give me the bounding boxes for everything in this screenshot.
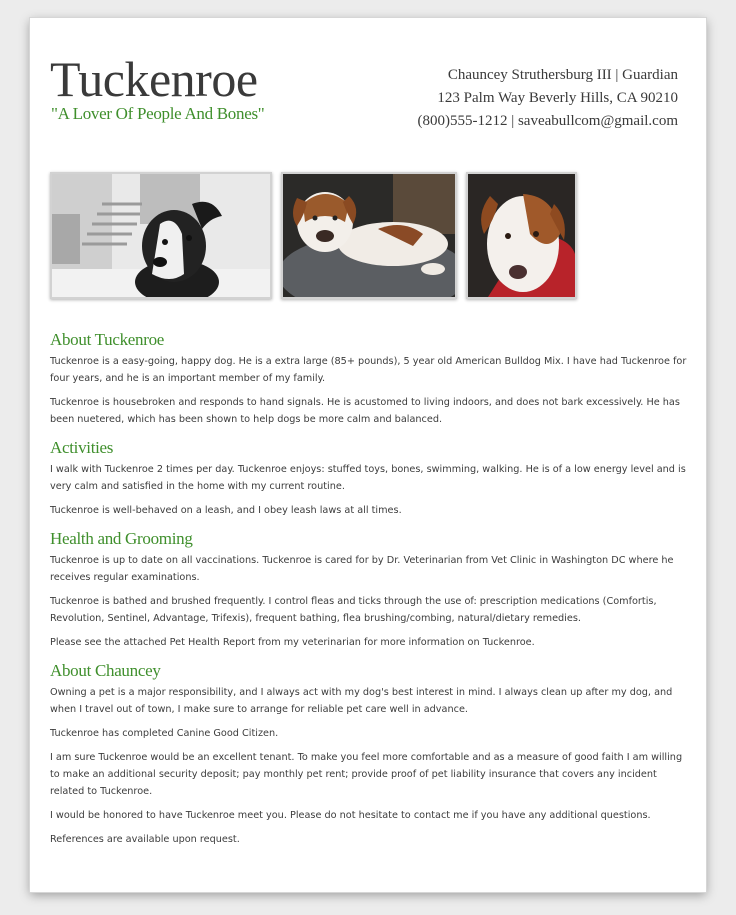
section-health-grooming (50, 529, 690, 651)
section-activities (50, 438, 690, 519)
tagline: "A Lover Of People And Bones" (51, 104, 265, 123)
paragraph: Tuckenroe is housebroken and responds to hand signals. He is acustomed to living indoors, and does not bark excessively. He has been nuetered, which has been shown to help dogs be more calm and balanced. (50, 397, 680, 425)
dog-photo-3 (466, 172, 577, 299)
section-about-guardian (50, 661, 690, 848)
contact-block (417, 64, 678, 133)
section-heading: About Chauncey (50, 661, 161, 680)
paragraph: Tuckenroe is a easy-going, happy dog. He is a extra large (85+ pounds), 5 year old American Bulldog Mix. I have had Tuckenroe for four years, and he is an important member of my family. (50, 356, 687, 384)
resume-content (50, 330, 690, 858)
section-heading: About Tuckenroe (50, 330, 165, 349)
paragraph: Please see the attached Pet Health Report from my veterinarian for more information on Tuckenroe. (50, 637, 535, 648)
resume-page (30, 18, 706, 892)
dog-photo-2 (281, 172, 457, 299)
guardian-name: Chauncey Struthersburg III | Guardian (447, 67, 678, 83)
address: 123 Palm Way Beverly Hills, CA 90210 (437, 90, 678, 106)
paragraph: I would be honored to have Tuckenroe meet you. Please do not hesitate to contact me if you have any additional questions. (50, 810, 651, 821)
section-heading: Health and Grooming (50, 529, 193, 548)
paragraph: Tuckenroe is up to date on all vaccinations. Tuckenroe is cared for by Dr. Veterinarian from Vet Clinic in Washington DC where he receives regular examinations. (50, 555, 674, 583)
paragraph: Tuckenroe is bathed and brushed frequently. I control fleas and ticks through the use of: prescription medications (Comfortis, Revolution, Sentinel, Advantage, Trifexis), frequent bathing, flea brushing/combing, natural/dietary remedies. (50, 596, 657, 624)
paragraph: Tuckenroe has completed Canine Good Citizen. (50, 728, 279, 739)
section-heading: Activities (50, 438, 114, 457)
phone-email: (800)555-1212 | saveabullcom@gmail.com (417, 113, 678, 129)
paragraph: I walk with Tuckenroe 2 times per day. Tuckenroe enjoys: stuffed toys, bones, swimming, walking. He is of a low energy level and is very calm and satisfied in the home with my current routine. (50, 464, 686, 492)
section-about-pet (50, 330, 690, 428)
dog-photo-1 (50, 172, 272, 299)
paragraph: Tuckenroe is well-behaved on a leash, and I obey leash laws at all times. (50, 505, 402, 516)
paragraph: I am sure Tuckenroe would be an excellent tenant. To make you feel more comfortable and as a measure of good faith I am willing to make an additional security deposit; pay monthly pet rent; provide proof of pet liability insurance that covers any incident related to Tuckenroe. (50, 752, 683, 797)
pet-name-title: Tuckenroe (50, 51, 258, 107)
paragraph: Owning a pet is a major responsibility, and I always act with my dog's best interest in mind. I always clean up after my dog, and when I travel out of town, I make sure to arrange for reliable pet care well in advance. (50, 687, 673, 715)
paragraph: References are available upon request. (50, 834, 240, 845)
